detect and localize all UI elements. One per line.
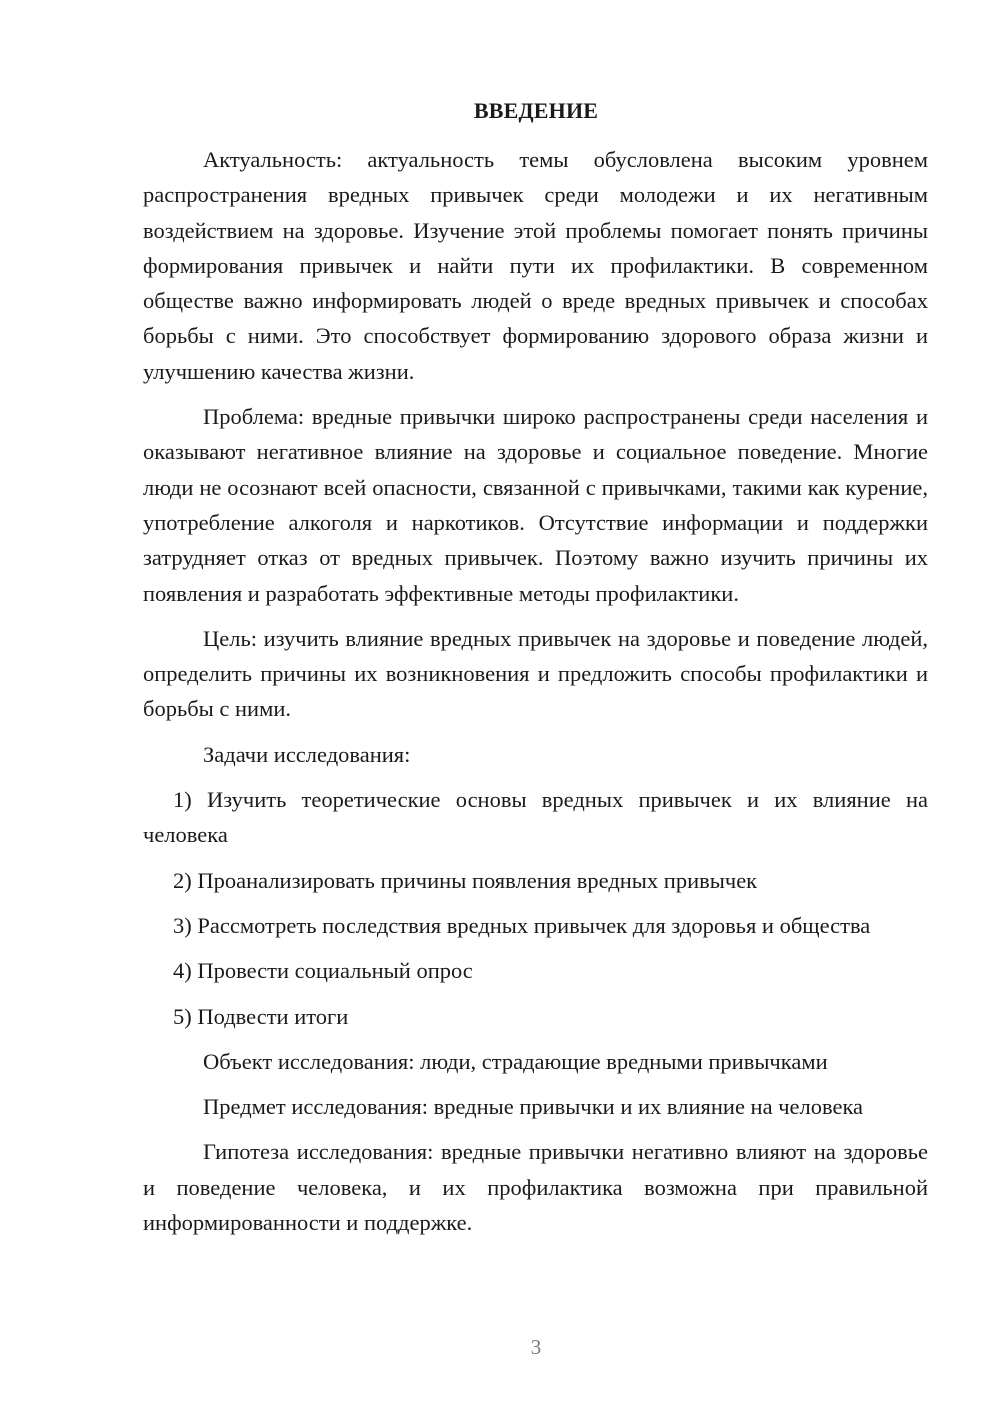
paragraph-hypothesis: Гипотеза исследования: вредные привычки негативно влияют на здоровье и поведение человека, и их профилактика возможна при правильной информированности и поддержке. [143, 1139, 928, 1236]
page-title: ВВЕДЕНИЕ [473, 98, 599, 123]
paragraph-object: Объект исследования: люди, страдающие вредными привычками [203, 1048, 828, 1074]
task-item: 2) Проанализировать причины появления вредных привычек [173, 867, 758, 893]
paragraph-tasks-heading: Задачи исследования: [203, 741, 411, 767]
paragraph-goal: Цель: изучить влияние вредных привычек на здоровье и поведение людей, определить причины их возникновения и предложить способы профилактики и борьбы с ними. [143, 625, 928, 722]
task-item: 1) Изучить теоретические основы вредных привычек и их влияние на человека [143, 787, 928, 848]
paragraph-relevance: Актуальность: актуальность темы обусловлена высоким уровнем распространения вредных привычек среди молодежи и их негативным воздействием на здоровье. Изучение этой проблемы помогает понять причины формирования привычек и найти пути их профилактики. В современном обществе важно информировать людей о вреде вредных привычек и способах борьбы с ними. Это способствует формированию здорового образа жизни и улучшению качества жизни. [143, 147, 928, 384]
paragraph-problem: Проблема: вредные привычки широко распространены среди населения и оказывают негативное влияние на здоровье и социальное поведение. Многие люди не осознают всей опасности, связанной с привычками, такими как курение, употребление алкоголя и наркотиков. Отсутствие информации и поддержки затрудняет отказ от вредных привычек. Поэтому важно изучить причины их появления и разработать эффективные методы профилактики. [143, 404, 928, 606]
task-item: 4) Провести социальный опрос [173, 958, 473, 984]
page-number: 3 [530, 1335, 542, 1359]
task-item: 5) Подвести итоги [173, 1003, 349, 1029]
document-body [143, 142, 928, 1250]
task-item: 3) Рассмотреть последствия вредных привычек для здоровья и общества [173, 912, 871, 938]
paragraph-subject: Предмет исследования: вредные привычки и их влияние на человека [203, 1094, 864, 1120]
